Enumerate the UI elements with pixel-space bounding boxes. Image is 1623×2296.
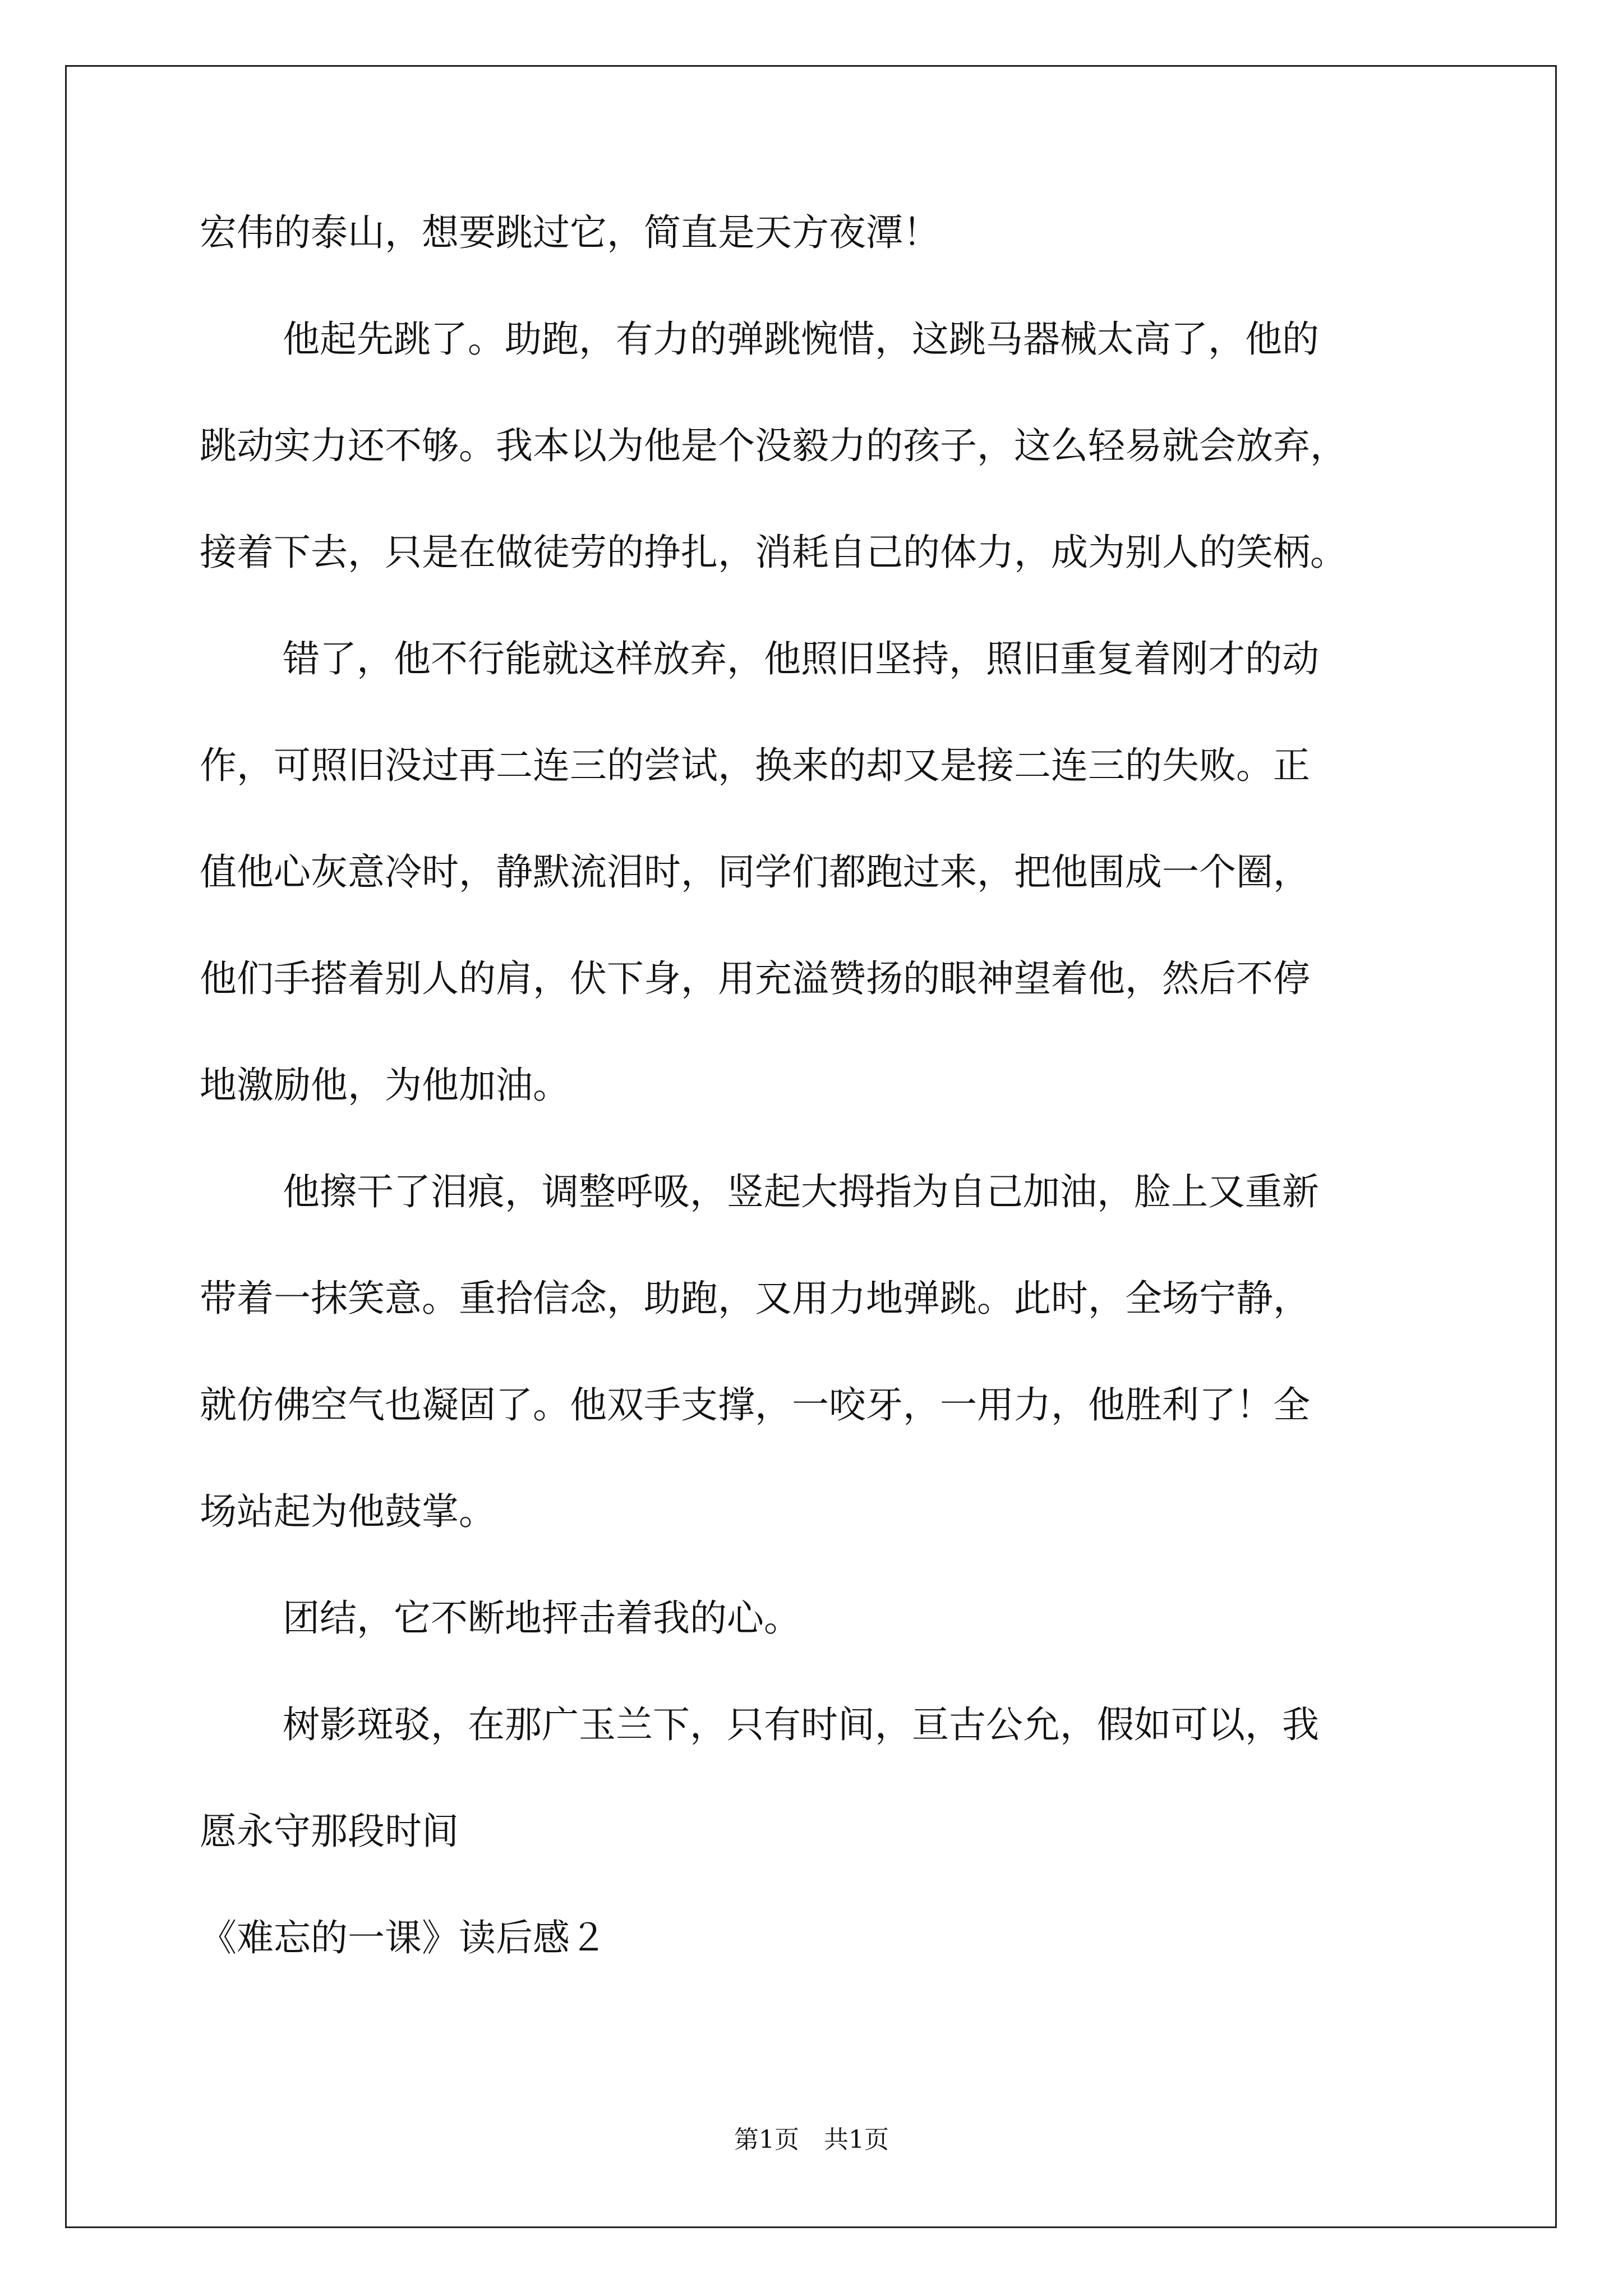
text-line: 宏伟的泰山，想要跳过它，简直是天方夜潭！ xyxy=(200,211,940,254)
section-heading: 《难忘的一课》读后感２ xyxy=(200,1916,607,1959)
text-line: 他们手搭着别人的肩，伏下身，用充溢赞扬的眼神望着他，然后不停 xyxy=(200,957,1310,1000)
paragraph-start: 团结，它不断地抨击着我的心。 xyxy=(283,1596,801,1640)
text-line: 就仿佛空气也凝固了。他双手支撑，一咬牙，一用力，他胜利了！全 xyxy=(200,1383,1310,1427)
paragraph-start: 他起先跳了。助跑，有力的弹跳惋惜，这跳马器械太高了，他的 xyxy=(283,318,1319,361)
page-footer: 第1页 共1页 xyxy=(734,2125,889,2154)
paragraph-start: 他擦干了泪痕，调整呼吸，竖起大拇指为自己加油，脸上又重新 xyxy=(283,1170,1319,1213)
paragraph-start: 错了，他不行能就这样放弃，他照旧坚持，照旧重复着刚才的动 xyxy=(283,637,1319,680)
text-line: 场站起为他鼓掌。 xyxy=(200,1490,496,1533)
text-line: 愿永守那段时间 xyxy=(200,1810,459,1853)
text-line: 地激励他，为他加油。 xyxy=(200,1064,570,1107)
paragraph-start: 树影斑驳，在那广玉兰下，只有时间，亘古公允，假如可以，我 xyxy=(283,1703,1319,1746)
text-line: 作，可照旧没过再二连三的尝试，换来的却又是接二连三的失败。正 xyxy=(200,744,1310,787)
text-line: 值他心灰意冷时，静默流泪时，同学们都跑过来，把他围成一个圈， xyxy=(200,850,1310,894)
page-border xyxy=(65,65,1557,2228)
text-line: 接着下去，只是在做徒劳的挣扎，消耗自己的体力，成为别人的笑柄。 xyxy=(200,531,1347,574)
text-line: 跳动实力还不够。我本以为他是个没毅力的孩子，这么轻易就会放弃， xyxy=(200,424,1347,467)
text-line: 带着一抹笑意。重拾信念，助跑，又用力地弹跳。此时，全场宁静， xyxy=(200,1277,1310,1320)
